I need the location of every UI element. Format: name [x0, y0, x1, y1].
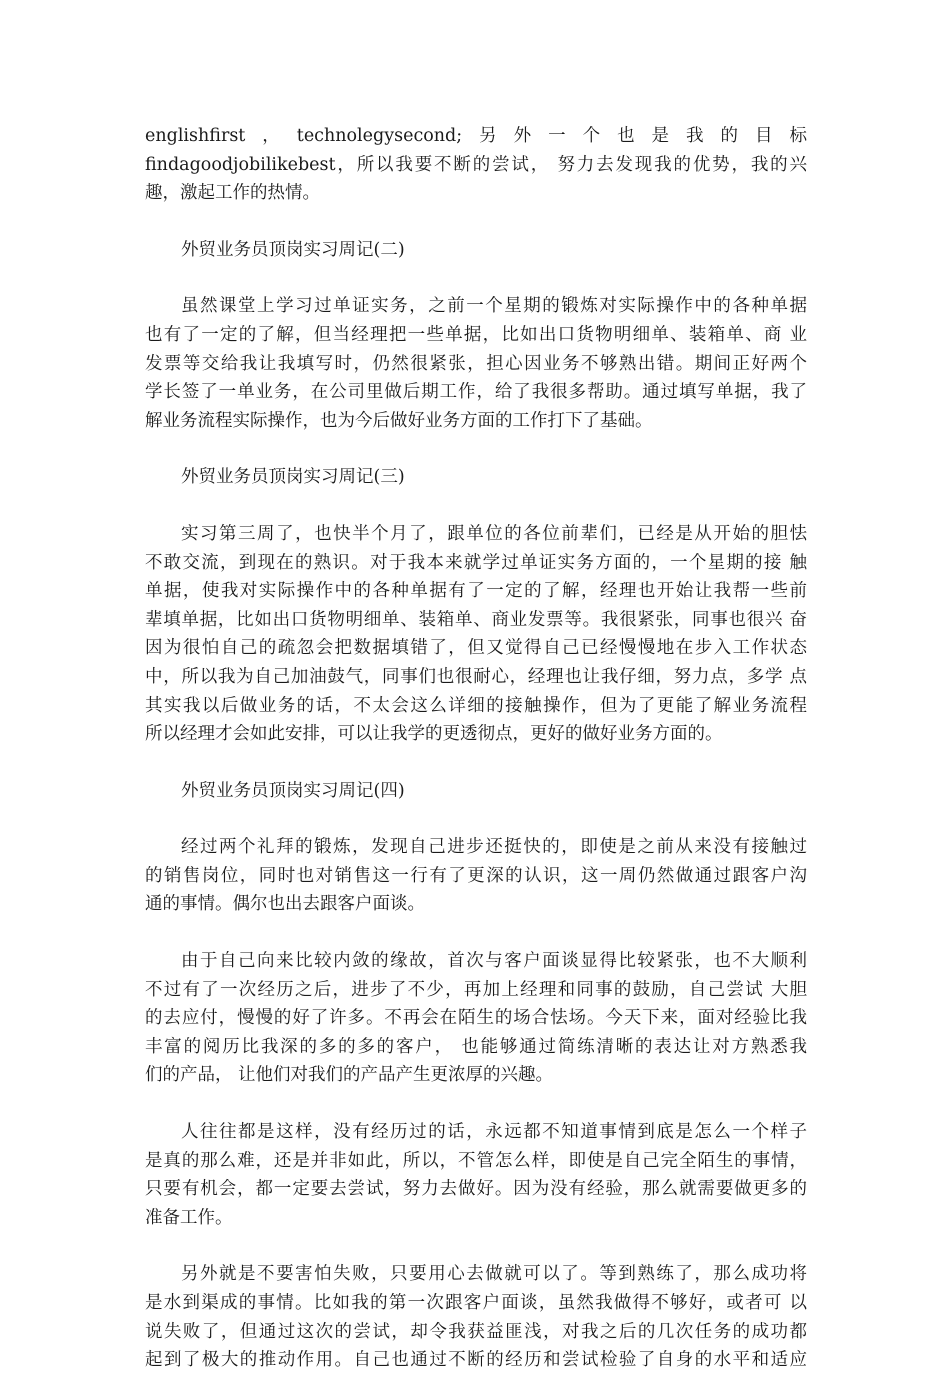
text-line: 们的产品， 让他们对我们的产品产生更浓厚的兴趣。 [145, 1065, 554, 1086]
text-line: 人往往都是这样，没有经历过的话，永远都不知道事情到底是怎么一个样子 [181, 1122, 807, 1143]
text-line: 是水到渠成的事情。比如我的第一次跟客户面谈，虽然我做得不够好，或者可 以 [145, 1293, 807, 1313]
text-line: 发票等交给我让我填写时，仍然很紧张，担心因业务不够熟出错。期间正好两个 [145, 353, 807, 374]
text-line: 准备工作。 [145, 1207, 233, 1228]
paragraph-week-4-intro [145, 833, 807, 919]
text-line: 丰富的阅历比我深的多的多的客户， 也能够通过简练清晰的表达让对方熟悉我 [145, 1036, 807, 1057]
paragraph-week-3 [145, 520, 807, 749]
text-line: 通的事情。偶尔也出去跟客户面谈。 [145, 894, 425, 915]
text-line: 所以经理才会如此安排，可以让我学的更透彻点，更好的做好业务方面的。 [145, 724, 723, 745]
paragraph-week-4-failure [145, 1260, 807, 1374]
section-heading-week-4: 外贸业务员顶岗实习周记(四) [181, 780, 405, 801]
text-line: 虽然课堂上学习过单证实务，之前一个星期的锻炼对实际操作中的各种单据 [181, 296, 807, 317]
text-line: 实习第三周了，也快半个月了，跟单位的各位前辈们，已经是从开始的胆怯 [181, 523, 807, 544]
text-line: 不敢交流，到现在的熟识。对于我本来就学过单证实务方面的，一个星期的接 触 [145, 552, 807, 573]
text-line: 是真的那么难，还是并非如此，所以，不管怎么样，即使是自己完全陌生的事情， [145, 1150, 807, 1171]
text-line: 的销售岗位，同时也对销售这一行有了更深的认识，这一周仍然做通过跟客户沟 [145, 865, 807, 886]
text-line: 解业务流程实际操作，也为今后做好业务方面的工作打下了基础。 [145, 410, 653, 431]
text-line: 辈填单据，比如出口货物明细单、装箱单、商业发票等。我很紧张，同事也很兴 奋 [145, 609, 807, 630]
paragraph-week-2 [145, 292, 807, 435]
text-line: 学长签了一单业务，在公司里做后期工作，给了我很多帮助。通过填写单据，我了 [145, 382, 807, 403]
section-heading-week-2: 外贸业务员顶岗实习周记(二) [181, 239, 405, 260]
paragraph-week-4-meeting [145, 947, 807, 1090]
text-line: 的去应付，慢慢的好了许多。不再会在陌生的场合怯场。今天下来，面对经验比我 [145, 1008, 807, 1029]
text-line: 经过两个礼拜的锻炼，发现自己进步还挺快的，即使是之前从来没有接触过 [181, 837, 807, 858]
text-line: 因为很怕自己的疏忽会把数据填错了，但又觉得自己已经慢慢地在步入工作状态 [145, 638, 807, 659]
text-line: 只要有机会，都一定要去尝试，努力去做好。因为没有经验，那么就需要做更多的 [145, 1179, 807, 1200]
text-line: 不过有了一次经历之后，进步了不少，再加上经理和同事的鼓励，自己尝试 大胆 [145, 979, 807, 1000]
paragraph-week-4-reflection [145, 1118, 807, 1232]
text-line: 趣，激起工作的热情。 [145, 183, 320, 204]
text-line: 单据，使我对实际操作中的各种单据有了一定的了解，经理也开始让我帮一些前 [145, 581, 807, 602]
text-line: 另外就是不要害怕失败，只要用心去做就可以了。等到熟练了，那么成功将 [181, 1264, 807, 1285]
text-line: 起到了极大的推动作用。自己也通过不断的经历和尝试检验了自身的水平和适应 [145, 1350, 807, 1371]
text-line: 说失败了，但通过这次的尝试，却令我获益匪浅，对我之后的几次任务的成功都 [145, 1321, 807, 1342]
text-line: 也有了一定的了解，但当经理把一些单据，比如出口货物明细单、装箱单、商 业 [145, 324, 807, 345]
text-line: findagoodjobilikebest，所以我要不断的尝试， 努力去发现我的优势，我的兴 [145, 154, 807, 175]
section-heading-week-3: 外贸业务员顶岗实习周记(三) [181, 467, 405, 488]
text-line: 由于自己向来比较内敛的缘故，首次与客户面谈显得比较紧张，也不大顺利 [181, 951, 807, 972]
document-page [145, 122, 807, 1375]
paragraph-goals [145, 122, 807, 208]
text-line: 中，所以我为自己加油鼓气，同事们也很耐心，经理也让我仔细，努力点，多学 点 [145, 666, 807, 687]
text-line: englishfirst，technolegysecond;另外一个也是我的目标 [145, 126, 807, 146]
text-line: 其实我以后做业务的话，不太会这么详细的接触操作，但为了更能了解业务流程 [145, 695, 807, 716]
